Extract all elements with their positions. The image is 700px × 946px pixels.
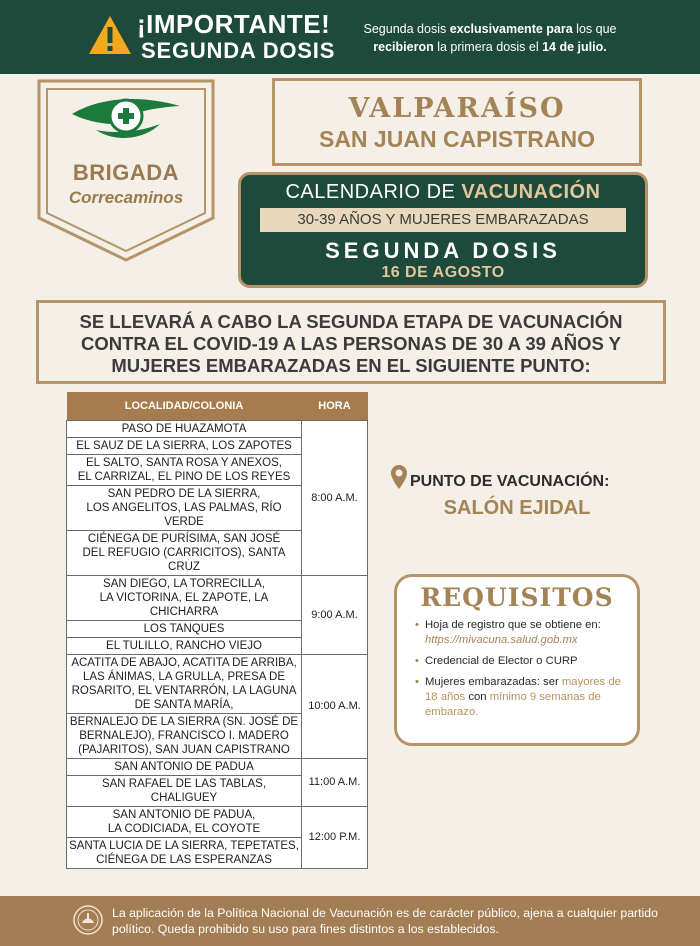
list-item: • Credencial de Elector o CURP: [415, 654, 623, 669]
hour-cell: 11:00 A.M.: [302, 758, 368, 806]
table-row: [67, 575, 368, 620]
announcement-line: SE LLEVARÁ A CABO LA SEGUNDA ETAPA DE VACUNACIÓN: [79, 311, 623, 332]
footer-disclaimer: La aplicación de la Política Nacional de Vacunación es de carácter público, ajena a cualquier partido político. Queda prohibido su uso para fines distintos a los establecidos.: [112, 906, 658, 936]
vaccination-point-label: PUNTO DE VACUNACIÓN:: [410, 473, 610, 490]
national-seal-icon: [72, 904, 104, 936]
hour-cell: 10:00 A.M.: [302, 654, 368, 758]
locality-cell: SAN DIEGO, LA TORRECILLA, LA VICTORINA, EL ZAPOTE, LA CHICHARRA: [67, 575, 302, 620]
locality-cell: EL SAUZ DE LA SIERRA, LOS ZAPOTES: [67, 437, 302, 454]
location-pin-icon: [390, 464, 408, 490]
locality-cell: SAN RAFAEL DE LAS TABLAS, CHALIGUEY: [67, 775, 302, 806]
locality-cell: SAN ANTONIO DE PADUA: [67, 758, 302, 775]
calendar-group: 30-39 AÑOS Y MUJERES EMBARAZADAS: [260, 208, 626, 232]
locality-cell: CIÉNEGA DE PURÍSIMA, SAN JOSÉ DEL REFUGIO (CARRICITOS), SANTA CRUZ: [67, 530, 302, 575]
table-row: [67, 758, 368, 775]
table-row: [67, 806, 368, 837]
location-city: VALPARAÍSO: [348, 93, 566, 124]
locality-cell: ACATITA DE ABAJO, ACATITA DE ARRIBA, LAS ÁNIMAS, LA GRULLA, PRESA DE ROSARITO, EL VENTARRÓN, LA LAGUNA DE SANTA MARÍA,: [67, 654, 302, 713]
brand-tagline: Correcaminos: [68, 188, 184, 207]
announcement-line: MUJERES EMBARAZADAS EN EL SIGUIENTE PUNTO:: [111, 355, 591, 376]
important-title: ¡IMPORTANTE!: [137, 9, 331, 39]
announcement-box: [36, 300, 666, 384]
table-row: [67, 420, 368, 437]
schedule-table: [66, 392, 368, 869]
requirements-box: [394, 574, 640, 746]
locality-cell: SAN ANTONIO DE PADUA, LA CODICIADA, EL COYOTE: [67, 806, 302, 837]
brand-name: BRIGADA: [72, 160, 180, 185]
calendar-title: CALENDARIO DE VACUNACIÓN: [285, 181, 601, 203]
column-header-hour: HORA: [302, 392, 368, 420]
locality-cell: PASO DE HUAZAMOTA: [67, 420, 302, 437]
list-item: • Hoja de registro que se obtiene en: https://mivacuna.salud.gob.mx: [415, 618, 623, 648]
calendar-date: 16 DE AGOSTO: [381, 264, 505, 281]
locality-cell: SAN PEDRO DE LA SIERRA, LOS ANGELITOS, LAS PALMAS, RÍO VERDE: [67, 485, 302, 530]
table-row: [67, 654, 368, 713]
registration-link[interactable]: https://mivacuna.salud.gob.mx: [425, 634, 578, 646]
brigada-logo-icon: [68, 84, 184, 152]
header-bar: [0, 0, 700, 74]
locality-cell: SANTA LUCIA DE LA SIERRA, TEPETATES, CIÉNEGA DE LAS ESPERANZAS: [67, 837, 302, 868]
footer-bar: [0, 896, 700, 946]
requirements-title: REQUISITOS: [420, 583, 614, 612]
hour-cell: 8:00 A.M.: [302, 420, 368, 575]
hour-cell: 12:00 P.M.: [302, 806, 368, 868]
hour-cell: 9:00 A.M.: [302, 575, 368, 654]
requirements-list: [415, 618, 623, 720]
calendar-box: [238, 172, 648, 288]
calendar-dose: SEGUNDA DOSIS: [325, 238, 561, 263]
column-header-locality: LOCALIDAD/COLONIA: [67, 392, 302, 420]
location-box: [272, 78, 642, 166]
important-subtitle: SEGUNDA DOSIS: [141, 38, 336, 63]
location-place: SAN JUAN CAPISTRANO: [318, 126, 596, 152]
locality-cell: EL SALTO, SANTA ROSA Y ANEXOS, EL CARRIZAL, EL PINO DE LOS REYES: [67, 454, 302, 485]
important-note: Segunda dosis exclusivamente para los que recibieron la primera dosis el 14 de julio.: [363, 22, 617, 54]
locality-cell: LOS TANQUES: [67, 620, 302, 637]
list-item: • Mujeres embarazadas: ser mayores de 18 años con mínimo 9 semanas de embarazo.: [415, 675, 623, 720]
warning-icon: [88, 14, 132, 56]
locality-cell: EL TULILLO, RANCHO VIEJO: [67, 637, 302, 654]
schedule-header-row: [67, 392, 368, 420]
vaccination-point-place: SALÓN EJIDAL: [443, 497, 591, 519]
locality-cell: BERNALEJO DE LA SIERRA (SN. JOSÉ DE BERNALEJO), FRANCISCO I. MADERO (PAJARITOS), SAN JUAN CAPISTRANO: [67, 713, 302, 758]
announcement-line: CONTRA EL COVID-19 A LAS PERSONAS DE 30 A 39 AÑOS Y: [80, 333, 622, 354]
